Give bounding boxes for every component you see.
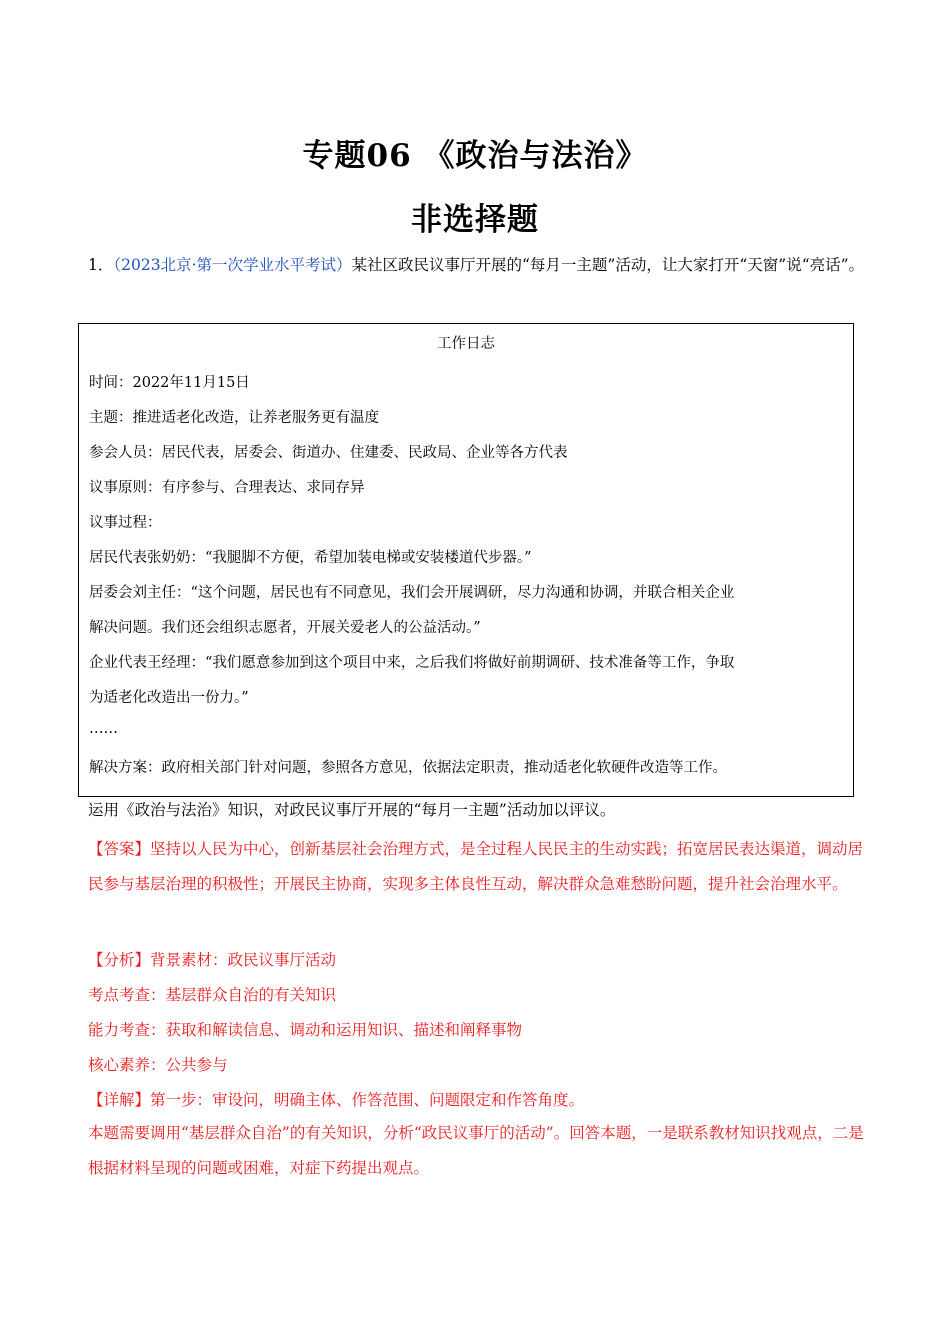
log-line: 主题：推进适老化改造，让养老服务更有温度 bbox=[89, 410, 379, 426]
question-number: 1． bbox=[88, 256, 114, 274]
question-text: 某社区政民议事厅开展的“每月一主题”活动，让大家打开“天窗”说“亮话”。 bbox=[351, 256, 865, 274]
answer-text: 【答案】坚持以人民为中心，创新基层社会治理方式，是全过程人民民主的生动实践；拓宽居民表达渠道，调动居民参与基层治理的积极性；开展民主协商，实现多主体良性互动，解决群众急难愁盼问题，提升社会治理水平。 bbox=[88, 840, 864, 893]
analysis-line: 能力考查：获取和解读信息、调动和运用知识、描述和阐释事物 bbox=[88, 1021, 523, 1039]
log-line: 时间：2022年11月15日 bbox=[89, 375, 250, 391]
question-source: （2023北京·第一次学业水平考试） bbox=[113, 256, 352, 274]
detail-text: 本题需要调用“基层群众自治”的有关知识，分析“政民议事厅的活动”。回答本题，一是联系教材知识找观点，二是根据材料呈现的问题或困难，对症下药提出观点。 bbox=[88, 1124, 864, 1177]
log-line: 议事原则：有序参与、合理表达、求同存异 bbox=[89, 480, 365, 496]
question-prompt: 运用《政治与法治》知识，对政民议事厅开展的“每月一主题”活动加以评议。 bbox=[88, 801, 616, 819]
analysis-line: 考点考查：基层群众自治的有关知识 bbox=[88, 986, 337, 1004]
analysis-line: 【详解】第一步：审设问，明确主体、作答范围、问题限定和作答角度。 bbox=[88, 1091, 585, 1109]
log-line: …… bbox=[89, 721, 118, 737]
log-line: 议事过程： bbox=[89, 515, 162, 531]
log-line: 居民代表张奶奶：“我腿脚不方便，希望加装电梯或安装楼道代步器。” bbox=[89, 550, 532, 566]
work-log-box bbox=[78, 323, 854, 797]
question-stem bbox=[88, 248, 868, 283]
log-line: 参会人员：居民代表，居委会、街道办、住建委、民政局、企业等各方代表 bbox=[89, 445, 568, 461]
analysis-line: 核心素养：公共参与 bbox=[88, 1056, 228, 1074]
log-line: 企业代表王经理：“我们愿意参加到这个项目中来，之后我们将做好前期调研、技术准备等工作，争取 bbox=[89, 655, 735, 671]
page-title: 专题06 《政治与法治》 bbox=[302, 138, 648, 174]
log-line: 解决方案：政府相关部门针对问题，参照各方意见，依据法定职责，推动适老化软硬件改造等工作。 bbox=[89, 760, 727, 776]
analysis-line: 【分析】背景素材：政民议事厅活动 bbox=[88, 951, 337, 969]
log-line: 为适老化改造出一份力。” bbox=[89, 690, 249, 706]
section-title: 非选择题 bbox=[411, 202, 539, 238]
log-line: 居委会刘主任：“这个问题，居民也有不同意见，我们会开展调研，尽力沟通和协调，并联合相关企业 bbox=[89, 585, 735, 601]
work-log-title: 工作日志 bbox=[437, 336, 495, 352]
log-line: 解决问题。我们还会组织志愿者，开展关爱老人的公益活动。” bbox=[89, 620, 481, 636]
